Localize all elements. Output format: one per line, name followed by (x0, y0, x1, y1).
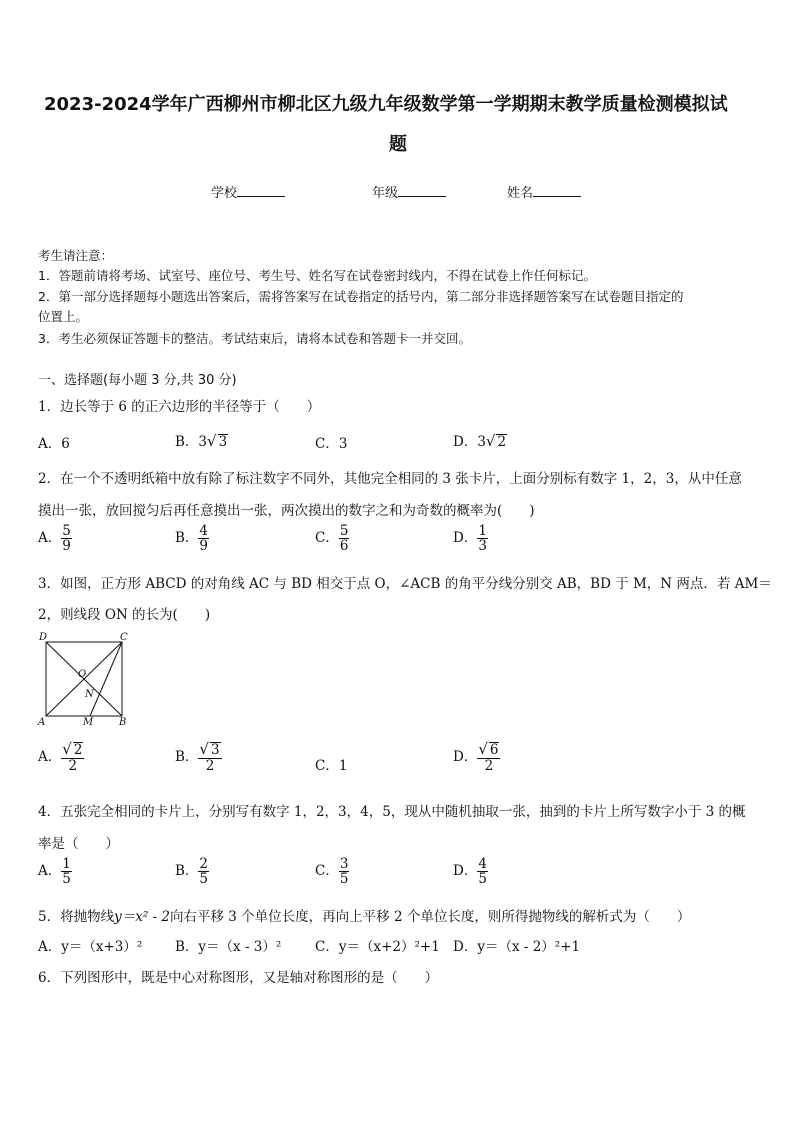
q2-option-c: C． $\frac{5}{6}$ (315, 523, 349, 555)
q5-option-a: A．y＝（x+3）² (38, 939, 143, 955)
q2-line1: 2．在一个不透明纸箱中放有除了标注数字不同外，其他完全相同的 3 张卡片，上面分别标有数字 1，2，3，从中任意 (38, 471, 742, 487)
q5-option-c: C．y＝（x+2）²+1 (315, 939, 440, 955)
q3-line2: 2，则线段 ON 的长为( ) (38, 607, 211, 623)
label-o: O (78, 669, 87, 680)
label-n: N (85, 689, 94, 700)
q2-option-a: A． $\frac{5}{9}$ (38, 523, 71, 555)
notice-item-1: 1．答题前请将考场、试室号、座位号、考生号、姓名写在试卷密封线内，不得在试卷上作任何标记。 (38, 268, 596, 283)
q1-option-a: A．6 (38, 436, 70, 452)
q2-option-d: D． $\frac{1}{3}$ (453, 523, 487, 555)
radical-sign: √ (485, 432, 496, 450)
q4-line1: 4．五张完全相同的卡片上，分别写有数字 1，2，3，4，5，现从中随机抽取一张，抽到的卡片上所写数字小于 3 的概 (38, 804, 746, 820)
label-a: A (38, 717, 46, 726)
q5-stem: 5．将抛物线y＝x² - 2向右平移 3 个单位长度，再向上平移 2 个单位长度，则所得抛物线的解析式为（ ） (38, 909, 691, 925)
name-label: 姓名 (507, 186, 534, 201)
q1-option-b: B．3√ 3 (175, 432, 228, 450)
bisector-cm (90, 642, 122, 716)
q6-stem: 6．下列图形中，既是中心对称图形，又是轴对称图形的是（ ） (38, 970, 439, 986)
name-field (507, 182, 581, 201)
school-blank (237, 184, 285, 197)
section-title: 一、选择题(每小题 3 分,共 30 分) (38, 373, 237, 388)
notice-item-2: 2．第一部分选择题每小题选出答案后，需将答案写在试卷指定的括号内，第二部分非选择题答案写在试卷题目指定的 (38, 289, 684, 304)
q4-option-a: A． $\frac{1}{5}$ (38, 856, 71, 888)
q3-option-c: C．1 (315, 758, 348, 774)
q1-option-d: D．3√ 2 (453, 432, 507, 450)
grade-blank (398, 184, 446, 197)
grade-label: 年级 (372, 186, 399, 201)
q4-line2: 率是（ ） (38, 836, 119, 852)
notice-heading: 考生请注意： (38, 248, 114, 263)
q3-option-b: B． $\frac{√ 3}{2}$ (175, 740, 220, 774)
q3-option-a: A． $\frac{√ 2}{2}$ (38, 740, 83, 774)
q3-square-figure (36, 630, 136, 726)
label-c: C (120, 632, 128, 643)
page-title-line1: 2023-2024学年广西柳州市柳北区九级九年级数学第一学期期末教学质量检测模拟试 (44, 94, 728, 115)
label-d: D (39, 632, 48, 643)
label-m: M (83, 717, 94, 726)
notice-item-2-cont: 位置上。 (38, 309, 89, 324)
q2-option-b: B． $\frac{4}{9}$ (175, 523, 209, 555)
q1-option-c: C．3 (315, 436, 348, 452)
label-b: B (119, 717, 127, 726)
q2-line2: 摸出一张，放回搅匀后再任意摸出一张，两次摸出的数字之和为奇数的概率为( ) (38, 503, 535, 519)
school-field (211, 182, 285, 201)
q5-option-d: D．y＝（x - 2）²+1 (453, 939, 581, 955)
notice-item-3: 3．考生必须保证答题卡的整洁。考试结束后，请将本试卷和答题卡一并交回。 (38, 331, 471, 346)
school-label: 学校 (211, 186, 238, 201)
radical-sign: √ (207, 432, 217, 450)
q3-option-d: D． $\frac{√ 6}{2}$ (453, 740, 499, 774)
q4-option-b: B． $\frac{2}{5}$ (175, 856, 209, 888)
q1-stem: 1．边长等于 6 的正六边形的半径等于（ ） (38, 399, 321, 415)
q3-line1: 3．如图，正方形 ABCD 的对角线 AC 与 BD 相交于点 O，∠ACB 的角平分线分别交 AB，BD 于 M，N 两点．若 AM＝ (38, 576, 772, 592)
grade-field (372, 182, 446, 201)
q4-option-c: C． $\frac{3}{5}$ (315, 856, 349, 888)
page-title-line2: 题 (389, 134, 407, 155)
q5-option-b: B．y＝（x - 3）² (175, 939, 282, 955)
q4-option-d: D． $\frac{4}{5}$ (453, 856, 487, 888)
name-blank (533, 184, 581, 197)
